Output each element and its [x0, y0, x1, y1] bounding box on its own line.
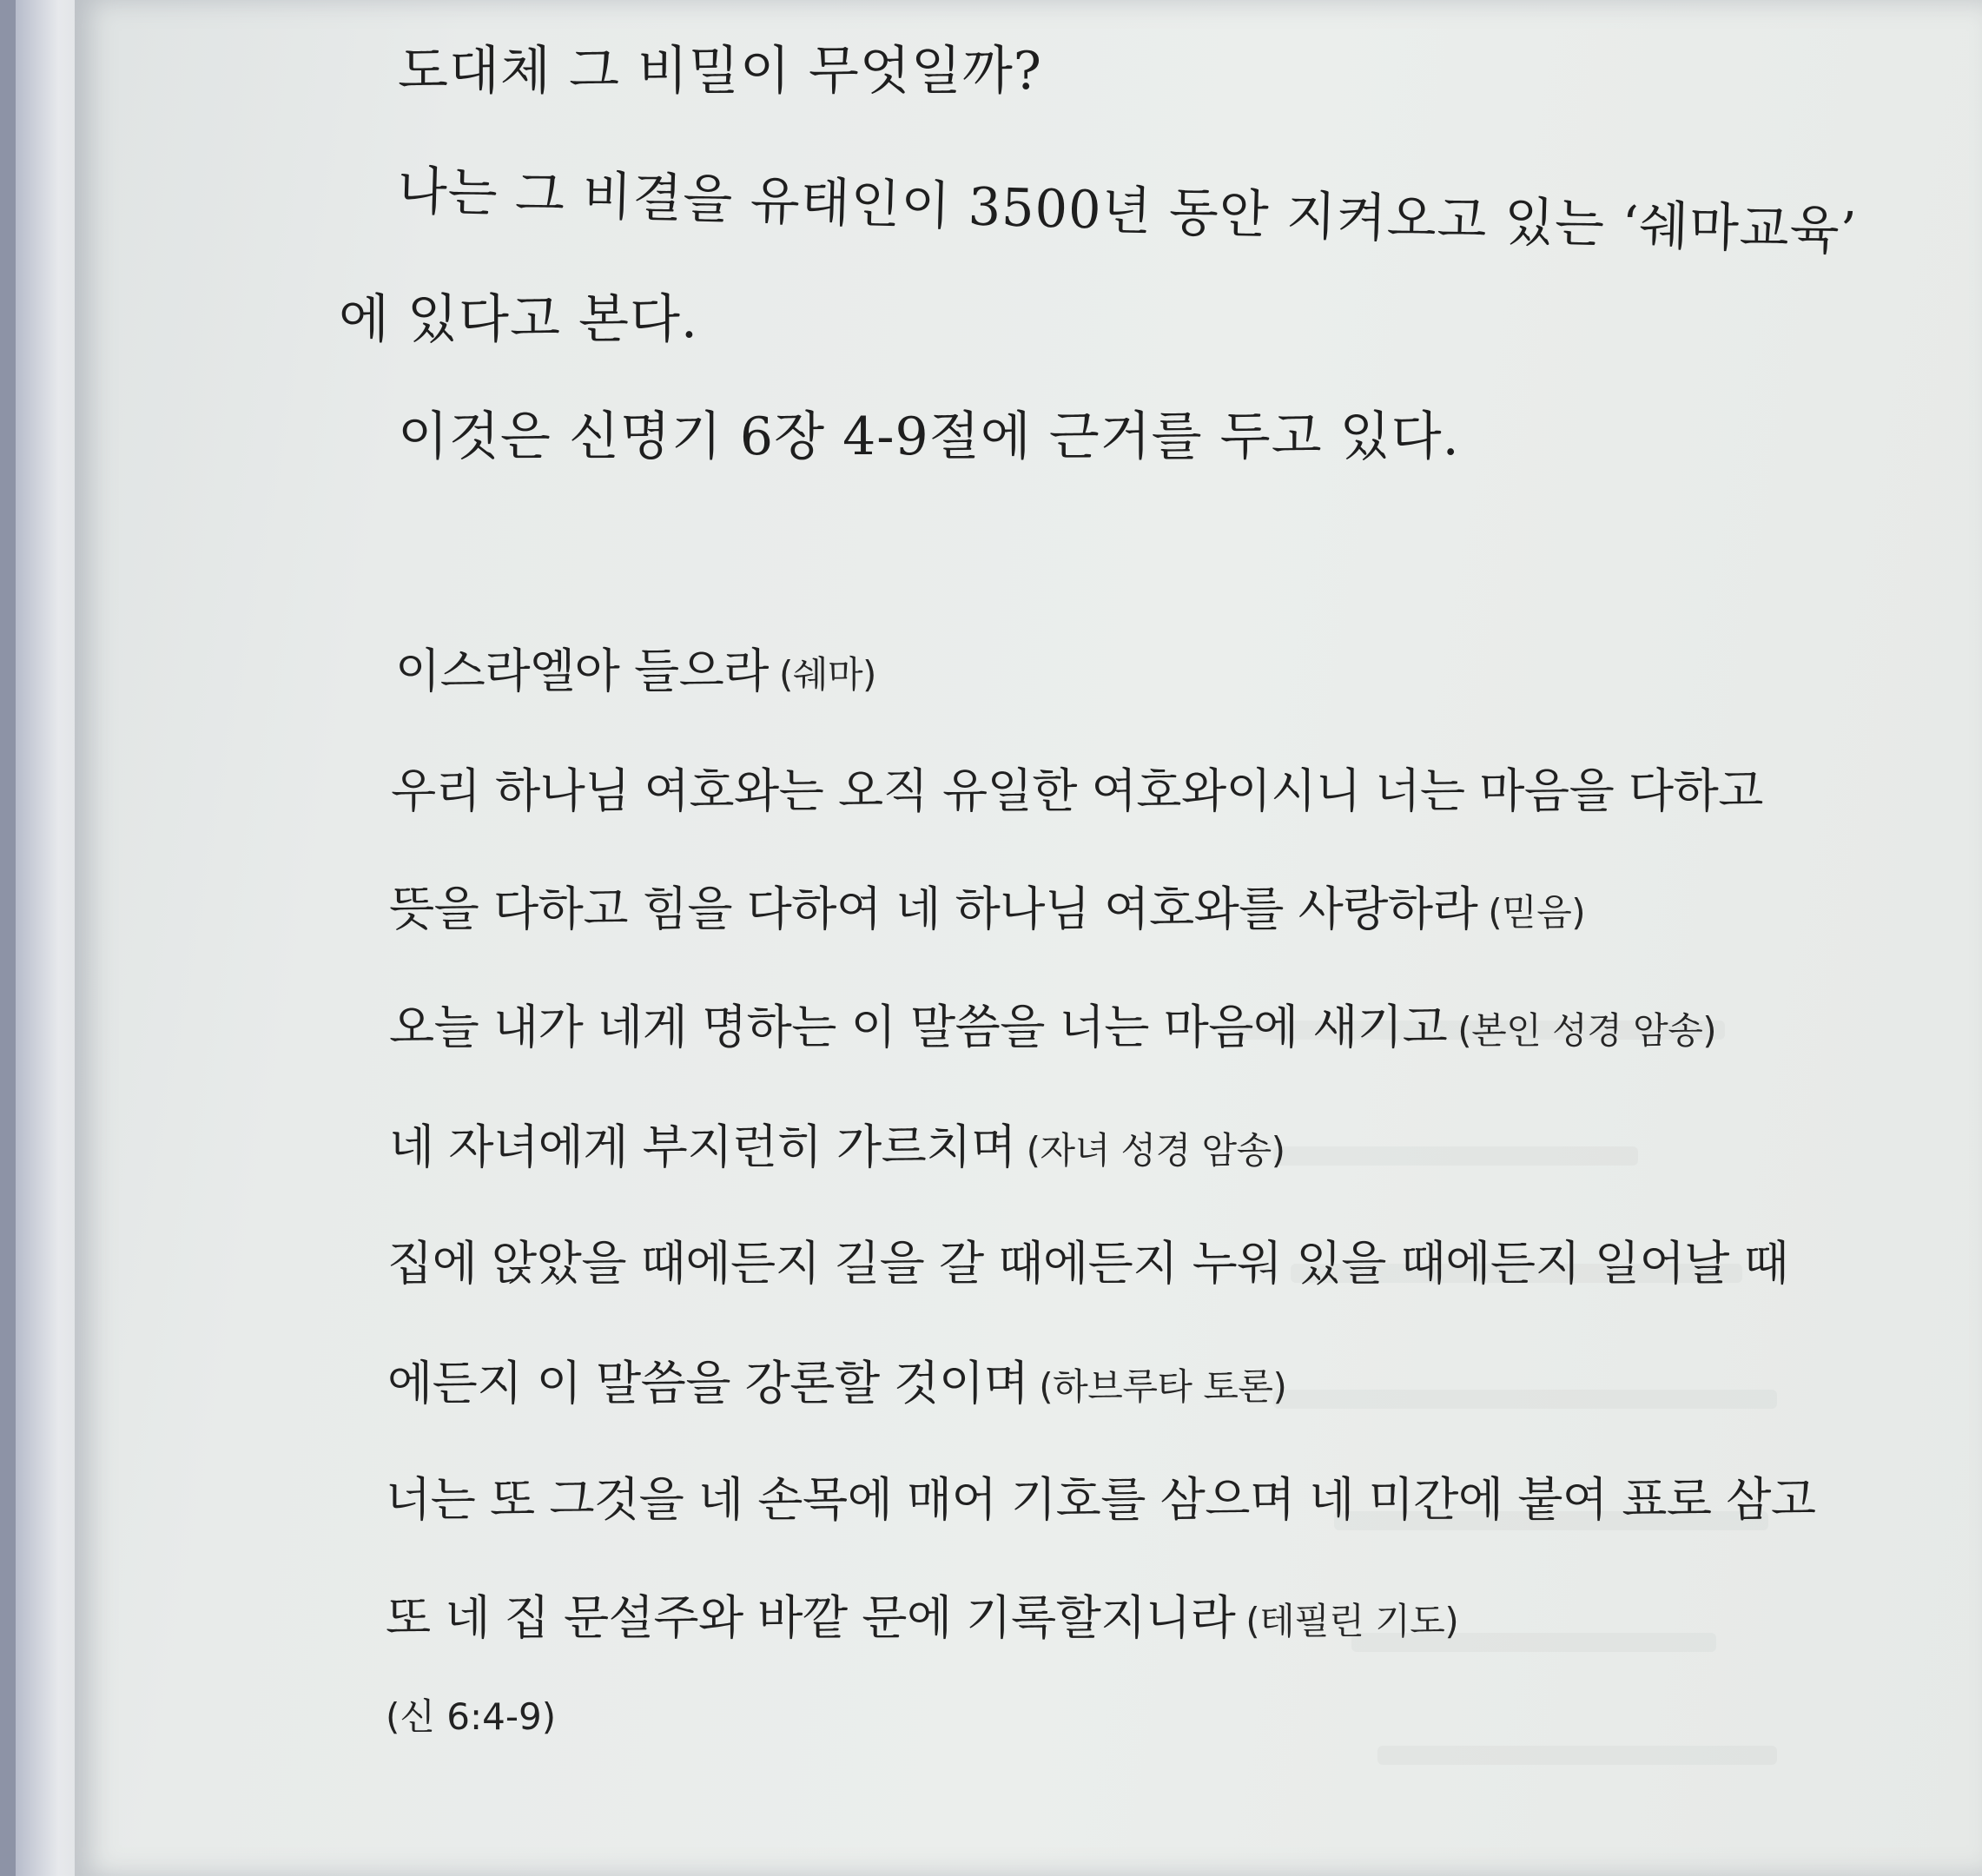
- verse-line-1: [395, 634, 876, 701]
- prose-line-1: 도대체 그 비밀이 무엇일까?: [398, 41, 1042, 102]
- verse-line-5: [389, 1110, 1285, 1177]
- verse-text: 에든지 이 말씀을 강론할 것이며: [387, 1356, 1029, 1410]
- verse-text: 이스라엘아 들으라: [395, 644, 769, 698]
- verse-note: (자녀 성경 암송): [1026, 1129, 1285, 1172]
- prose-line-3: 에 있다고 본다.: [339, 289, 698, 350]
- prose-line-4: 이것은 신명기 6장 4-9절에 근거를 두고 있다.: [398, 406, 1460, 467]
- verse-text: 뜻을 다하고 힘을 다하여 네 하나님 여호와를 사랑하라: [389, 882, 1478, 936]
- verse-text: 집에 앉았을 때에든지 길을 갈 때에든지 누워 있을 때에든지 일어날 때: [387, 1236, 1789, 1291]
- verse-note: (쉐마): [778, 653, 876, 696]
- verse-text: 또 네 집 문설주와 바깥 문에 기록할지니라: [386, 1590, 1236, 1645]
- verse-text: 오늘 내가 네게 명하는 이 말씀을 너는 마음에 새기고: [389, 1000, 1448, 1054]
- verse-note: (테필린 기도): [1245, 1600, 1459, 1642]
- verse-note: (믿음): [1488, 891, 1586, 934]
- verse-line-8: [386, 1463, 1827, 1529]
- verse-line-2: [391, 754, 1774, 821]
- verse-note: (본인 성경 암송): [1457, 1009, 1717, 1052]
- verse-line-9: [386, 1581, 1458, 1648]
- verse-text: 너는 또 그것을 네 손목에 매어 기호를 삼으며 네 미간에 붙여 표로 삼고: [386, 1472, 1816, 1527]
- verse-note: (하브루타 토론): [1039, 1365, 1287, 1408]
- scripture-citation: (신 6:4-9): [386, 1695, 557, 1738]
- verse-text: 우리 하나님 여호와는 오직 유일한 여호와이시니 너는 마음을 다하고: [391, 763, 1763, 818]
- verse-line-7: [387, 1346, 1286, 1413]
- verse-text: 네 자녀에게 부지런히 가르치며: [389, 1120, 1016, 1174]
- verse-line-6: [387, 1226, 1799, 1293]
- prose-line-2: 나는 그 비결을 유태인이 3500년 동안 지켜오고 있는 ‘쉐마교육’: [396, 161, 1859, 262]
- verse-line-4: [389, 990, 1716, 1057]
- verse-line-3: [389, 872, 1585, 939]
